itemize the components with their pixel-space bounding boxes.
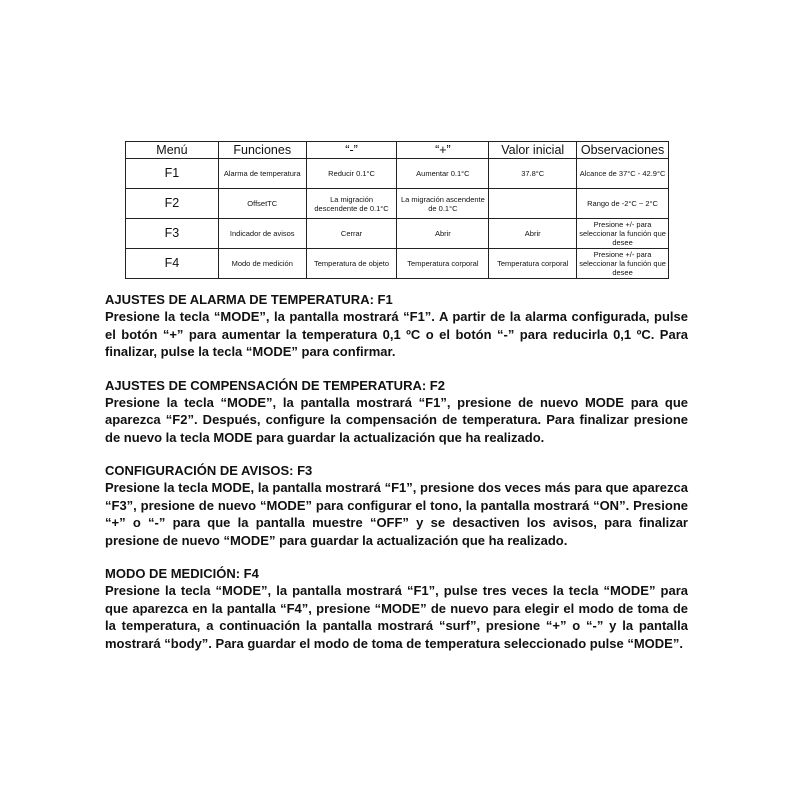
- section-title: AJUSTES DE COMPENSACIÓN DE TEMPERATURA: F2: [105, 377, 445, 393]
- cell-plus: La migración ascendente de 0.1°C: [397, 189, 489, 219]
- cell-menu: F2: [126, 189, 219, 219]
- cell-initial-value: Abrir: [489, 219, 577, 249]
- header-plus: “+”: [397, 142, 489, 159]
- cell-minus: Temperatura de objeto: [306, 249, 397, 279]
- table-row: [126, 219, 669, 249]
- section-title: AJUSTES DE ALARMA DE TEMPERATURA: F1: [105, 292, 393, 307]
- cell-initial-value: 37.8°C: [489, 159, 577, 189]
- cell-function: Modo de medición: [218, 249, 306, 279]
- header-menu: Menú: [126, 142, 219, 159]
- instructions-body: [105, 291, 688, 668]
- cell-initial-value: Temperatura corporal: [489, 249, 577, 279]
- header-observaciones: Observaciones: [577, 142, 669, 159]
- section-f3: [105, 462, 688, 549]
- cell-observations: Alcance de 37°C - 42.9°C: [577, 159, 669, 189]
- cell-menu: F4: [126, 249, 219, 279]
- table-header-row: [126, 142, 669, 159]
- section-f4: [105, 565, 688, 652]
- cell-function: Alarma de temperatura: [218, 159, 306, 189]
- cell-plus: Abrir: [397, 219, 489, 249]
- settings-table: [125, 141, 669, 279]
- section-text: Presione la tecla “MODE”, la pantalla mostrará “F1”, presione de nuevo MODE para que aparezca “F2”. Después, configure la compensación de temperatura. Para finalizar presione de nuevo la tecla MODE para guardar la actualización que ha realizado.: [105, 394, 688, 445]
- section-f2: [105, 377, 688, 447]
- cell-function: OffsetTC: [218, 189, 306, 219]
- cell-menu: F1: [126, 159, 219, 189]
- header-valor-inicial: Valor inicial: [489, 142, 577, 159]
- section-text: Presione la tecla “MODE”, la pantalla mostrará “F1”. A partir de la alarma configurada, pulse el botón “+” para aumentar la temperatura 0,1 ºC o el botón “-” para reducirla 0,1 ºC. Para finalizar, pulse la tecla “MODE” para confirmar.: [105, 309, 688, 359]
- header-minus: “-”: [306, 142, 397, 159]
- section-title: MODO DE MEDICIÓN: F4: [105, 566, 259, 581]
- cell-plus: Temperatura corporal: [397, 249, 489, 279]
- cell-plus: Aumentar 0.1°C: [397, 159, 489, 189]
- table-row: [126, 159, 669, 189]
- section-title: CONFIGURACIÓN DE AVISOS: F3: [105, 463, 313, 478]
- section-f1: [105, 291, 688, 361]
- cell-observations: Presione +/- para seleccionar la función que desee: [577, 219, 669, 249]
- cell-initial-value: [489, 189, 577, 219]
- table-row: [126, 249, 669, 279]
- cell-minus: Cerrar: [306, 219, 397, 249]
- section-text: Presione la tecla MODE, la pantalla mostrará “F1”, presione dos veces más para que aparezca “F3”, presione de nuevo “MODE” para configurar el tono, la pantalla mostrará “ON”. Presione “+” o “-” para que la pantalla muestre “OFF” y se desactiven los avisos, para finalizar presione de nuevo “MODE” para guardar la actualización que ha realizado.: [105, 480, 688, 548]
- cell-minus: Reducir 0.1°C: [306, 159, 397, 189]
- cell-minus: La migración descendente de 0.1°C: [306, 189, 397, 219]
- cell-menu: F3: [126, 219, 219, 249]
- cell-function: Indicador de avisos: [218, 219, 306, 249]
- cell-observations: Rango de -2°C ~ 2°C: [577, 189, 669, 219]
- table-row: [126, 189, 669, 219]
- cell-observations: Presione +/- para seleccionar la función que desee: [577, 249, 669, 279]
- header-funciones: Funciones: [218, 142, 306, 159]
- section-text: Presione la tecla “MODE”, la pantalla mostrará “F1”, pulse tres veces la tecla “MODE” para que aparezca en la pantalla “F4”, presione “MODE” de nuevo para elegir el modo de toma de la temperatura, a continuación la pantalla mostrará “surf”, presione “+” o “-” y la pantalla mostrará “body”. Para guardar el modo de toma de temperatura seleccionado pulse “MODE”.: [105, 583, 688, 651]
